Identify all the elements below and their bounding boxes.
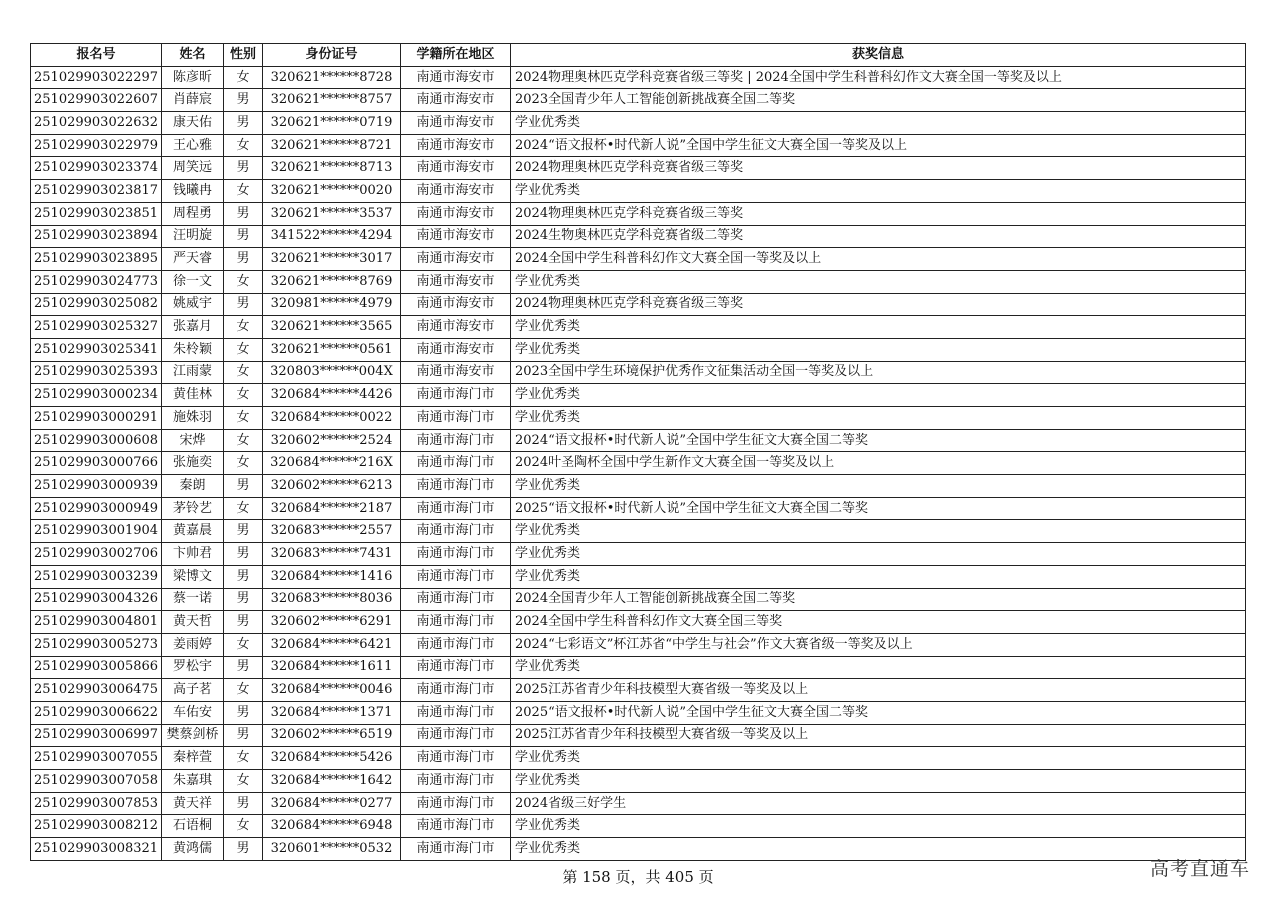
cell-award-info: 2025“语文报杯•时代新人说”全国中学生征文大赛全国二等奖 bbox=[511, 497, 1246, 520]
cell-gender: 女 bbox=[224, 66, 263, 89]
cell-school-region: 南通市海门市 bbox=[401, 384, 511, 407]
table-row bbox=[31, 475, 1246, 498]
cell-award-info: 2024全国青少年人工智能创新挑战赛全国二等奖 bbox=[511, 588, 1246, 611]
cell-school-region: 南通市海门市 bbox=[401, 792, 511, 815]
cell-gender: 男 bbox=[224, 89, 263, 112]
table-row bbox=[31, 293, 1246, 316]
cell-id-number: 320684******216X bbox=[263, 452, 401, 475]
cell-gender: 男 bbox=[224, 792, 263, 815]
header-id-number: 身份证号 bbox=[263, 44, 401, 67]
cell-name: 徐一文 bbox=[162, 270, 224, 293]
cell-gender: 男 bbox=[224, 565, 263, 588]
cell-school-region: 南通市海安市 bbox=[401, 338, 511, 361]
cell-id-number: 320684******0022 bbox=[263, 407, 401, 430]
cell-school-region: 南通市海门市 bbox=[401, 724, 511, 747]
cell-registration-no: 251029903023817 bbox=[31, 180, 162, 203]
cell-id-number: 320621******3537 bbox=[263, 202, 401, 225]
cell-id-number: 320621******8728 bbox=[263, 66, 401, 89]
cell-id-number: 320621******8713 bbox=[263, 157, 401, 180]
cell-registration-no: 251029903005273 bbox=[31, 633, 162, 656]
cell-name: 秦朗 bbox=[162, 475, 224, 498]
cell-school-region: 南通市海门市 bbox=[401, 452, 511, 475]
cell-award-info: 2023全国青少年人工智能创新挑战赛全国二等奖 bbox=[511, 89, 1246, 112]
cell-award-info: 学业优秀类 bbox=[511, 316, 1246, 339]
table-row bbox=[31, 157, 1246, 180]
table-row bbox=[31, 770, 1246, 793]
cell-gender: 女 bbox=[224, 815, 263, 838]
cell-school-region: 南通市海安市 bbox=[401, 112, 511, 135]
cell-registration-no: 251029903023894 bbox=[31, 225, 162, 248]
cell-id-number: 320602******6519 bbox=[263, 724, 401, 747]
cell-school-region: 南通市海安市 bbox=[401, 316, 511, 339]
cell-id-number: 320684******4426 bbox=[263, 384, 401, 407]
cell-school-region: 南通市海安市 bbox=[401, 361, 511, 384]
table-row bbox=[31, 588, 1246, 611]
cell-registration-no: 251029903025393 bbox=[31, 361, 162, 384]
table-row bbox=[31, 452, 1246, 475]
cell-school-region: 南通市海门市 bbox=[401, 520, 511, 543]
cell-name: 王心雅 bbox=[162, 134, 224, 157]
cell-school-region: 南通市海门市 bbox=[401, 633, 511, 656]
cell-gender: 男 bbox=[224, 543, 263, 566]
cell-registration-no: 251029903025327 bbox=[31, 316, 162, 339]
cell-school-region: 南通市海安市 bbox=[401, 134, 511, 157]
cell-award-info: 2024“语文报杯•时代新人说”全国中学生征文大赛全国一等奖及以上 bbox=[511, 134, 1246, 157]
cell-registration-no: 251029903005866 bbox=[31, 656, 162, 679]
table-row bbox=[31, 338, 1246, 361]
cell-id-number: 320684******1611 bbox=[263, 656, 401, 679]
cell-gender: 男 bbox=[224, 611, 263, 634]
cell-registration-no: 251029903008212 bbox=[31, 815, 162, 838]
cell-gender: 女 bbox=[224, 770, 263, 793]
cell-award-info: 2024物理奥林匹克学科竞赛省级三等奖 | 2024全国中学生科普科幻作文大赛全国一等奖及以上 bbox=[511, 66, 1246, 89]
cell-id-number: 320602******2524 bbox=[263, 429, 401, 452]
cell-school-region: 南通市海安市 bbox=[401, 248, 511, 271]
cell-gender: 女 bbox=[224, 316, 263, 339]
cell-id-number: 320621******3565 bbox=[263, 316, 401, 339]
cell-name: 姜雨婷 bbox=[162, 633, 224, 656]
cell-name: 严天睿 bbox=[162, 248, 224, 271]
cell-gender: 男 bbox=[224, 838, 263, 861]
cell-id-number: 320621******8757 bbox=[263, 89, 401, 112]
cell-registration-no: 251029903007055 bbox=[31, 747, 162, 770]
cell-registration-no: 251029903022979 bbox=[31, 134, 162, 157]
cell-award-info: 2024物理奥林匹克学科竞赛省级三等奖 bbox=[511, 157, 1246, 180]
cell-award-info: 学业优秀类 bbox=[511, 270, 1246, 293]
cell-school-region: 南通市海门市 bbox=[401, 656, 511, 679]
cell-id-number: 320684******0046 bbox=[263, 679, 401, 702]
cell-name: 周程勇 bbox=[162, 202, 224, 225]
cell-school-region: 南通市海门市 bbox=[401, 747, 511, 770]
cell-name: 朱柃颖 bbox=[162, 338, 224, 361]
cell-award-info: 2024生物奥林匹克学科竞赛省级二等奖 bbox=[511, 225, 1246, 248]
cell-name: 江雨蒙 bbox=[162, 361, 224, 384]
cell-name: 黄嘉晨 bbox=[162, 520, 224, 543]
cell-registration-no: 251029903025082 bbox=[31, 293, 162, 316]
cell-id-number: 320684******2187 bbox=[263, 497, 401, 520]
cell-name: 钱曦冉 bbox=[162, 180, 224, 203]
cell-school-region: 南通市海安市 bbox=[401, 66, 511, 89]
cell-gender: 女 bbox=[224, 407, 263, 430]
cell-name: 张嘉月 bbox=[162, 316, 224, 339]
cell-registration-no: 251029903007853 bbox=[31, 792, 162, 815]
cell-school-region: 南通市海安市 bbox=[401, 89, 511, 112]
cell-gender: 男 bbox=[224, 588, 263, 611]
cell-id-number: 320684******6421 bbox=[263, 633, 401, 656]
table-row bbox=[31, 407, 1246, 430]
cell-registration-no: 251029903002706 bbox=[31, 543, 162, 566]
cell-award-info: 学业优秀类 bbox=[511, 384, 1246, 407]
cell-gender: 男 bbox=[224, 701, 263, 724]
header-registration-no: 报名号 bbox=[31, 44, 162, 67]
cell-school-region: 南通市海安市 bbox=[401, 180, 511, 203]
table-row bbox=[31, 543, 1246, 566]
cell-award-info: 2024“七彩语文”杯江苏省“中学生与社会”作文大赛省级一等奖及以上 bbox=[511, 633, 1246, 656]
table-body bbox=[31, 66, 1246, 860]
table-row bbox=[31, 248, 1246, 271]
cell-school-region: 南通市海门市 bbox=[401, 611, 511, 634]
cell-id-number: 320683******7431 bbox=[263, 543, 401, 566]
table-row bbox=[31, 316, 1246, 339]
table-row bbox=[31, 747, 1246, 770]
watermark-logo-text: 高考直通车 bbox=[1149, 858, 1250, 880]
cell-award-info: 2023全国中学生环境保护优秀作文征集活动全国一等奖及以上 bbox=[511, 361, 1246, 384]
table-row bbox=[31, 633, 1246, 656]
cell-registration-no: 251029903007058 bbox=[31, 770, 162, 793]
cell-gender: 男 bbox=[224, 724, 263, 747]
cell-gender: 女 bbox=[224, 384, 263, 407]
cell-award-info: 学业优秀类 bbox=[511, 112, 1246, 135]
cell-registration-no: 251029903001904 bbox=[31, 520, 162, 543]
cell-award-info: 学业优秀类 bbox=[511, 407, 1246, 430]
cell-id-number: 320684******1416 bbox=[263, 565, 401, 588]
cell-registration-no: 251029903004801 bbox=[31, 611, 162, 634]
table-row bbox=[31, 656, 1246, 679]
cell-id-number: 320684******1371 bbox=[263, 701, 401, 724]
cell-registration-no: 251029903022607 bbox=[31, 89, 162, 112]
cell-school-region: 南通市海门市 bbox=[401, 475, 511, 498]
cell-name: 汪明旋 bbox=[162, 225, 224, 248]
cell-registration-no: 251029903000291 bbox=[31, 407, 162, 430]
cell-name: 茅铃艺 bbox=[162, 497, 224, 520]
cell-award-info: 2024全国中学生科普科幻作文大赛全国一等奖及以上 bbox=[511, 248, 1246, 271]
cell-award-info: 学业优秀类 bbox=[511, 770, 1246, 793]
cell-school-region: 南通市海门市 bbox=[401, 497, 511, 520]
cell-award-info: 学业优秀类 bbox=[511, 543, 1246, 566]
cell-id-number: 320621******8769 bbox=[263, 270, 401, 293]
cell-registration-no: 251029903008321 bbox=[31, 838, 162, 861]
cell-award-info: 2024叶圣陶杯全国中学生新作文大赛全国一等奖及以上 bbox=[511, 452, 1246, 475]
cell-registration-no: 251029903022632 bbox=[31, 112, 162, 135]
table-row bbox=[31, 66, 1246, 89]
cell-school-region: 南通市海安市 bbox=[401, 202, 511, 225]
cell-award-info: 学业优秀类 bbox=[511, 180, 1246, 203]
cell-school-region: 南通市海门市 bbox=[401, 770, 511, 793]
table-row bbox=[31, 89, 1246, 112]
cell-gender: 女 bbox=[224, 270, 263, 293]
table-row bbox=[31, 361, 1246, 384]
cell-name: 周笑远 bbox=[162, 157, 224, 180]
cell-id-number: 320621******0561 bbox=[263, 338, 401, 361]
cell-award-info: 学业优秀类 bbox=[511, 656, 1246, 679]
cell-name: 蔡一诺 bbox=[162, 588, 224, 611]
cell-gender: 男 bbox=[224, 248, 263, 271]
page-number: 第 158 页，共 405 页 bbox=[562, 868, 714, 886]
cell-gender: 男 bbox=[224, 475, 263, 498]
cell-registration-no: 251029903023851 bbox=[31, 202, 162, 225]
cell-school-region: 南通市海门市 bbox=[401, 701, 511, 724]
cell-school-region: 南通市海门市 bbox=[401, 429, 511, 452]
table-row bbox=[31, 724, 1246, 747]
cell-registration-no: 251029903004326 bbox=[31, 588, 162, 611]
header-school-region: 学籍所在地区 bbox=[401, 44, 511, 67]
cell-gender: 女 bbox=[224, 747, 263, 770]
cell-award-info: 学业优秀类 bbox=[511, 565, 1246, 588]
table-row bbox=[31, 429, 1246, 452]
cell-id-number: 320621******0719 bbox=[263, 112, 401, 135]
cell-gender: 男 bbox=[224, 656, 263, 679]
cell-school-region: 南通市海门市 bbox=[401, 407, 511, 430]
table-row bbox=[31, 180, 1246, 203]
cell-name: 樊蔡剑桥 bbox=[162, 724, 224, 747]
cell-id-number: 320684******6948 bbox=[263, 815, 401, 838]
cell-registration-no: 251029903000608 bbox=[31, 429, 162, 452]
cell-registration-no: 251029903025341 bbox=[31, 338, 162, 361]
cell-school-region: 南通市海安市 bbox=[401, 225, 511, 248]
cell-school-region: 南通市海安市 bbox=[401, 157, 511, 180]
cell-school-region: 南通市海门市 bbox=[401, 565, 511, 588]
table-row bbox=[31, 202, 1246, 225]
cell-id-number: 320981******4979 bbox=[263, 293, 401, 316]
cell-award-info: 2024物理奥林匹克学科竞赛省级三等奖 bbox=[511, 202, 1246, 225]
cell-award-info: 2024物理奥林匹克学科竞赛省级三等奖 bbox=[511, 293, 1246, 316]
cell-award-info: 学业优秀类 bbox=[511, 815, 1246, 838]
cell-school-region: 南通市海门市 bbox=[401, 815, 511, 838]
cell-award-info: 2024全国中学生科普科幻作文大赛全国三等奖 bbox=[511, 611, 1246, 634]
cell-name: 车佑安 bbox=[162, 701, 224, 724]
cell-gender: 女 bbox=[224, 452, 263, 475]
table-row bbox=[31, 270, 1246, 293]
table-row bbox=[31, 225, 1246, 248]
cell-gender: 女 bbox=[224, 497, 263, 520]
cell-award-info: 学业优秀类 bbox=[511, 520, 1246, 543]
cell-gender: 女 bbox=[224, 633, 263, 656]
cell-gender: 男 bbox=[224, 157, 263, 180]
header-gender: 性别 bbox=[224, 44, 263, 67]
cell-name: 陈彦昕 bbox=[162, 66, 224, 89]
cell-school-region: 南通市海门市 bbox=[401, 543, 511, 566]
header-name: 姓名 bbox=[162, 44, 224, 67]
cell-name: 黄佳林 bbox=[162, 384, 224, 407]
cell-gender: 男 bbox=[224, 202, 263, 225]
cell-registration-no: 251029903024773 bbox=[31, 270, 162, 293]
cell-id-number: 320621******8721 bbox=[263, 134, 401, 157]
cell-gender: 女 bbox=[224, 338, 263, 361]
cell-award-info: 2024“语文报杯•时代新人说”全国中学生征文大赛全国二等奖 bbox=[511, 429, 1246, 452]
cell-name: 肖薛宸 bbox=[162, 89, 224, 112]
cell-name: 宋烨 bbox=[162, 429, 224, 452]
cell-school-region: 南通市海门市 bbox=[401, 588, 511, 611]
cell-id-number: 320684******1642 bbox=[263, 770, 401, 793]
cell-registration-no: 251029903006475 bbox=[31, 679, 162, 702]
cell-registration-no: 251029903000234 bbox=[31, 384, 162, 407]
cell-name: 康天佑 bbox=[162, 112, 224, 135]
cell-id-number: 320803******004X bbox=[263, 361, 401, 384]
cell-registration-no: 251029903000939 bbox=[31, 475, 162, 498]
cell-award-info: 学业优秀类 bbox=[511, 475, 1246, 498]
cell-name: 高子茗 bbox=[162, 679, 224, 702]
table-row bbox=[31, 815, 1246, 838]
cell-gender: 女 bbox=[224, 679, 263, 702]
cell-id-number: 320602******6213 bbox=[263, 475, 401, 498]
cell-id-number: 320684******5426 bbox=[263, 747, 401, 770]
cell-id-number: 320621******0020 bbox=[263, 180, 401, 203]
cell-award-info: 学业优秀类 bbox=[511, 838, 1246, 861]
table-row bbox=[31, 565, 1246, 588]
cell-id-number: 341522******4294 bbox=[263, 225, 401, 248]
cell-award-info: 2025江苏省青少年科技模型大赛省级一等奖及以上 bbox=[511, 724, 1246, 747]
table-row bbox=[31, 112, 1246, 135]
cell-gender: 男 bbox=[224, 293, 263, 316]
table-row bbox=[31, 520, 1246, 543]
cell-gender: 男 bbox=[224, 225, 263, 248]
cell-name: 梁博文 bbox=[162, 565, 224, 588]
table-row bbox=[31, 611, 1246, 634]
table-row bbox=[31, 679, 1246, 702]
award-roster-table bbox=[30, 43, 1246, 861]
cell-name: 罗松宇 bbox=[162, 656, 224, 679]
cell-name: 朱嘉琪 bbox=[162, 770, 224, 793]
cell-id-number: 320621******3017 bbox=[263, 248, 401, 271]
cell-name: 黄鸿儒 bbox=[162, 838, 224, 861]
cell-name: 秦梓萱 bbox=[162, 747, 224, 770]
cell-award-info: 2024省级三好学生 bbox=[511, 792, 1246, 815]
cell-name: 卞帅君 bbox=[162, 543, 224, 566]
table-row bbox=[31, 384, 1246, 407]
cell-name: 施姝羽 bbox=[162, 407, 224, 430]
cell-registration-no: 251029903003239 bbox=[31, 565, 162, 588]
cell-registration-no: 251029903006997 bbox=[31, 724, 162, 747]
table-row bbox=[31, 134, 1246, 157]
cell-award-info: 2025江苏省青少年科技模型大赛省级一等奖及以上 bbox=[511, 679, 1246, 702]
cell-id-number: 320683******2557 bbox=[263, 520, 401, 543]
cell-award-info: 学业优秀类 bbox=[511, 747, 1246, 770]
header-award-info: 获奖信息 bbox=[511, 44, 1246, 67]
cell-name: 姚威宇 bbox=[162, 293, 224, 316]
cell-id-number: 320601******0532 bbox=[263, 838, 401, 861]
cell-registration-no: 251029903000949 bbox=[31, 497, 162, 520]
table-row bbox=[31, 701, 1246, 724]
cell-registration-no: 251029903022297 bbox=[31, 66, 162, 89]
cell-registration-no: 251029903023374 bbox=[31, 157, 162, 180]
table-header-row bbox=[31, 44, 1246, 67]
table-row bbox=[31, 838, 1246, 861]
cell-gender: 女 bbox=[224, 134, 263, 157]
cell-award-info: 2025“语文报杯•时代新人说”全国中学生征文大赛全国二等奖 bbox=[511, 701, 1246, 724]
cell-registration-no: 251029903023895 bbox=[31, 248, 162, 271]
cell-name: 黄天哲 bbox=[162, 611, 224, 634]
cell-school-region: 南通市海安市 bbox=[401, 293, 511, 316]
table-row bbox=[31, 497, 1246, 520]
cell-id-number: 320684******0277 bbox=[263, 792, 401, 815]
cell-school-region: 南通市海门市 bbox=[401, 838, 511, 861]
cell-school-region: 南通市海门市 bbox=[401, 679, 511, 702]
cell-registration-no: 251029903000766 bbox=[31, 452, 162, 475]
cell-school-region: 南通市海安市 bbox=[401, 270, 511, 293]
cell-gender: 女 bbox=[224, 361, 263, 384]
table-row bbox=[31, 792, 1246, 815]
cell-registration-no: 251029903006622 bbox=[31, 701, 162, 724]
cell-gender: 女 bbox=[224, 429, 263, 452]
cell-name: 黄天祥 bbox=[162, 792, 224, 815]
cell-gender: 女 bbox=[224, 180, 263, 203]
cell-gender: 男 bbox=[224, 112, 263, 135]
cell-name: 张施奕 bbox=[162, 452, 224, 475]
cell-gender: 男 bbox=[224, 520, 263, 543]
cell-id-number: 320683******8036 bbox=[263, 588, 401, 611]
cell-award-info: 学业优秀类 bbox=[511, 338, 1246, 361]
cell-name: 石语桐 bbox=[162, 815, 224, 838]
cell-id-number: 320602******6291 bbox=[263, 611, 401, 634]
